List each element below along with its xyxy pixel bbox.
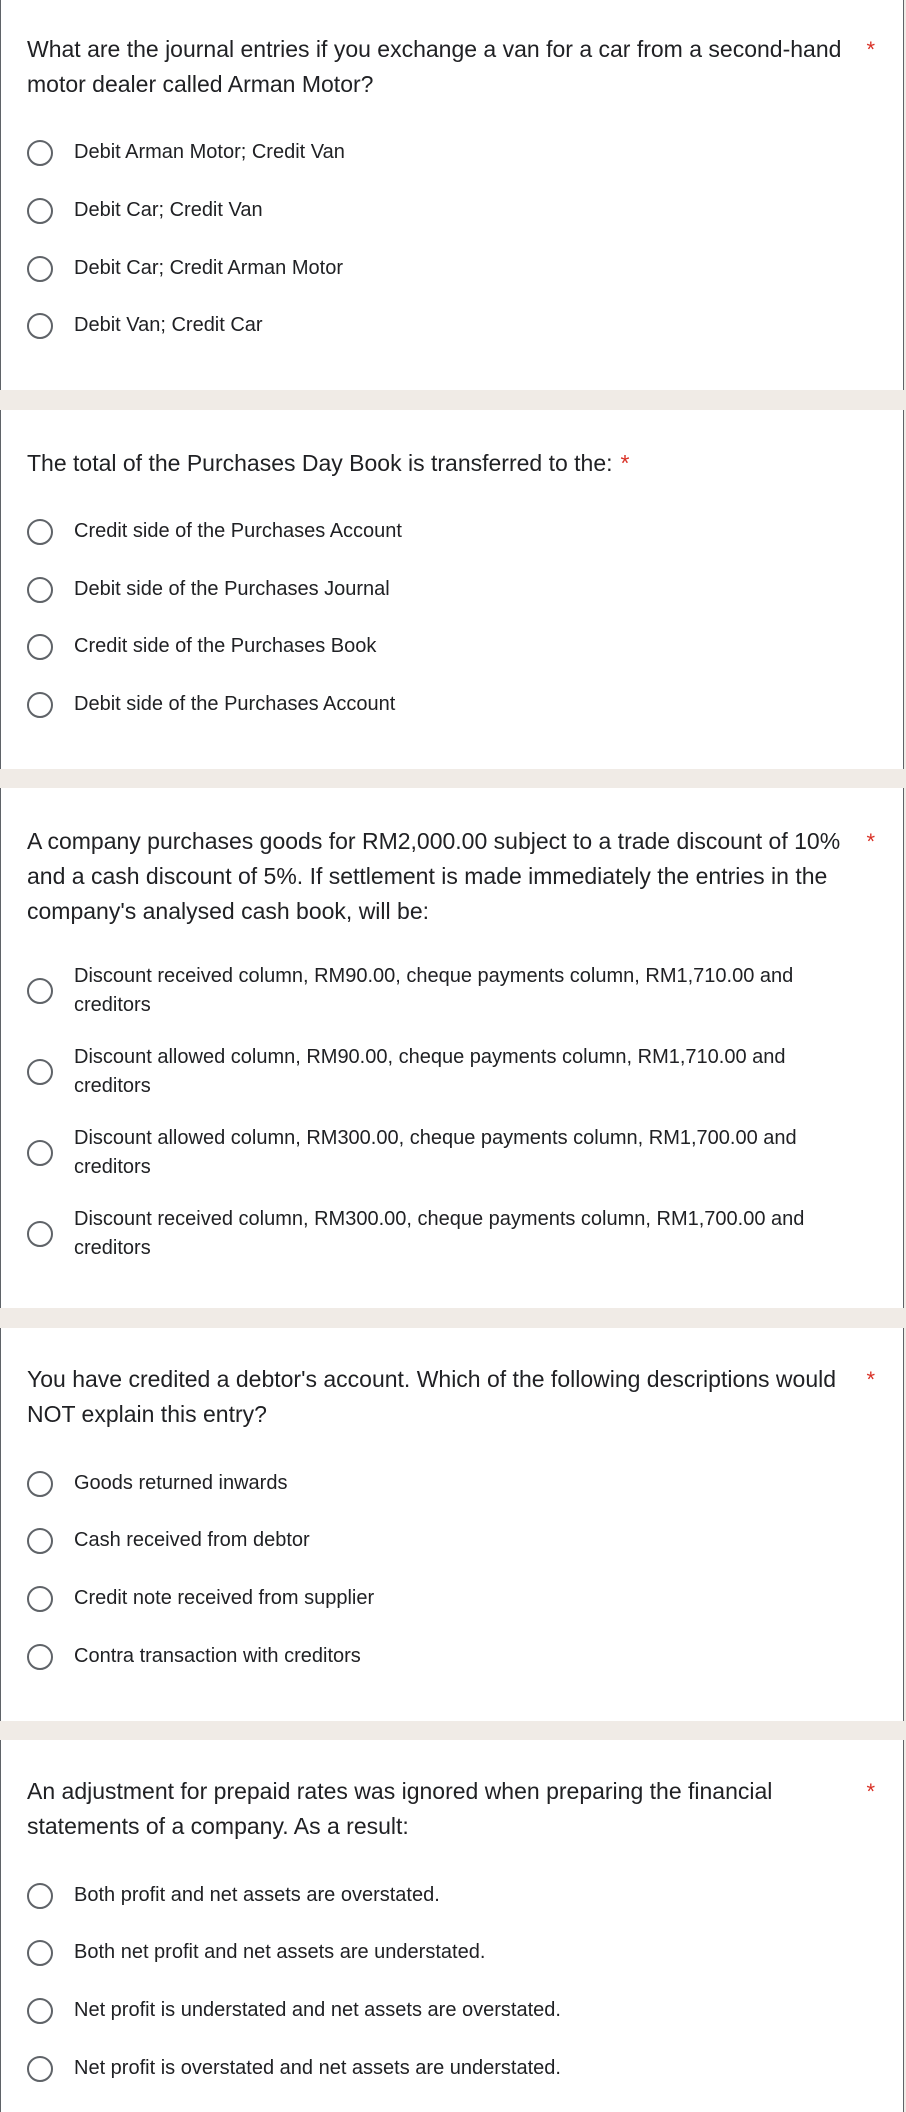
option-label: Debit Car; Credit Van bbox=[74, 199, 263, 221]
option-label: Discount received column, RM300.00, cheque payments column, RM1,700.00 and creditors bbox=[74, 1208, 805, 1259]
radio-option[interactable] bbox=[27, 254, 867, 283]
radio-button[interactable] bbox=[27, 1586, 53, 1612]
option-label: Debit Arman Motor; Credit Van bbox=[74, 141, 345, 163]
question-title: What are the journal entries if you exchange a van for a car from a second-hand motor dealer called Arman Motor? bbox=[27, 36, 842, 97]
radio-option[interactable] bbox=[27, 962, 867, 1020]
option-label: Both profit and net assets are overstated. bbox=[74, 1884, 440, 1906]
radio-option[interactable] bbox=[27, 1996, 867, 2025]
option-label: Cash received from debtor bbox=[74, 1529, 310, 1551]
radio-option[interactable] bbox=[27, 2054, 867, 2083]
radio-button[interactable] bbox=[27, 1998, 53, 2024]
radio-button[interactable] bbox=[27, 1471, 53, 1497]
question-title-text: The total of the Purchases Day Book is transferred to the: bbox=[27, 450, 613, 476]
radio-option[interactable] bbox=[27, 517, 867, 546]
option-label: Credit note received from supplier bbox=[74, 1587, 375, 1609]
option-label: Contra transaction with creditors bbox=[74, 1645, 361, 1667]
radio-option[interactable] bbox=[27, 1205, 867, 1263]
radio-option[interactable] bbox=[27, 1043, 867, 1101]
radio-option[interactable] bbox=[27, 575, 867, 604]
radio-button[interactable] bbox=[27, 577, 53, 603]
radio-option[interactable] bbox=[27, 632, 867, 661]
radio-button[interactable] bbox=[27, 1059, 53, 1085]
required-asterisk: * bbox=[866, 1779, 875, 1804]
radio-button[interactable] bbox=[27, 1940, 53, 1966]
question-card-5 bbox=[0, 1740, 904, 2112]
required-asterisk: * bbox=[866, 1367, 875, 1392]
radio-option[interactable] bbox=[27, 196, 867, 225]
radio-option[interactable] bbox=[27, 311, 867, 340]
option-label: Credit side of the Purchases Book bbox=[74, 635, 377, 657]
option-label: Net profit is understated and net assets are overstated. bbox=[74, 1999, 561, 2021]
question-title bbox=[27, 446, 847, 481]
radio-button[interactable] bbox=[27, 140, 53, 166]
radio-button[interactable] bbox=[27, 1883, 53, 1909]
radio-option[interactable] bbox=[27, 1881, 867, 1910]
option-label: Debit side of the Purchases Account bbox=[74, 693, 396, 715]
radio-button[interactable] bbox=[27, 256, 53, 282]
question-title: You have credited a debtor's account. Which of the following descriptions would NOT explain this entry? bbox=[27, 1366, 837, 1427]
radio-button[interactable] bbox=[27, 1140, 53, 1166]
option-label: Discount allowed column, RM90.00, cheque payments column, RM1,710.00 and creditors bbox=[74, 1046, 786, 1097]
option-label: Both net profit and net assets are understated. bbox=[74, 1941, 486, 1963]
radio-option[interactable] bbox=[27, 1124, 867, 1182]
option-label: Credit side of the Purchases Account bbox=[74, 520, 402, 542]
radio-button[interactable] bbox=[27, 519, 53, 545]
question-card-1 bbox=[0, 0, 904, 390]
radio-option[interactable] bbox=[27, 138, 867, 167]
radio-option[interactable] bbox=[27, 1938, 867, 1967]
option-label: Net profit is overstated and net assets are understated. bbox=[74, 2057, 561, 2079]
option-label: Debit Car; Credit Arman Motor bbox=[74, 257, 343, 279]
radio-button[interactable] bbox=[27, 1221, 53, 1247]
required-asterisk: * bbox=[866, 37, 875, 62]
radio-option[interactable] bbox=[27, 1526, 867, 1555]
radio-button[interactable] bbox=[27, 978, 53, 1004]
option-label: Discount allowed column, RM300.00, cheque payments column, RM1,700.00 and creditors bbox=[74, 1127, 797, 1178]
required-asterisk: * bbox=[620, 450, 630, 476]
question-card-3 bbox=[0, 788, 904, 1308]
radio-option[interactable] bbox=[27, 690, 867, 719]
question-title: A company purchases goods for RM2,000.00 subject to a trade discount of 10% and a cash discount of 5%. If settlement is made immediately the entries in the company's analysed cash book, will be: bbox=[27, 828, 841, 924]
option-label: Debit side of the Purchases Journal bbox=[74, 578, 390, 600]
radio-option[interactable] bbox=[27, 1469, 867, 1498]
radio-button[interactable] bbox=[27, 2056, 53, 2082]
option-label: Discount received column, RM90.00, cheque payments column, RM1,710.00 and creditors bbox=[74, 965, 794, 1016]
option-label: Goods returned inwards bbox=[74, 1472, 288, 1494]
required-asterisk: * bbox=[866, 829, 875, 854]
radio-button[interactable] bbox=[27, 1644, 53, 1670]
radio-button[interactable] bbox=[27, 1528, 53, 1554]
radio-button[interactable] bbox=[27, 634, 53, 660]
radio-button[interactable] bbox=[27, 692, 53, 718]
radio-option[interactable] bbox=[27, 1584, 867, 1613]
option-label: Debit Van; Credit Car bbox=[74, 314, 263, 336]
question-card-2 bbox=[0, 410, 904, 769]
radio-button[interactable] bbox=[27, 313, 53, 339]
radio-button[interactable] bbox=[27, 198, 53, 224]
question-card-4 bbox=[0, 1328, 904, 1721]
radio-option[interactable] bbox=[27, 1642, 867, 1671]
question-title: An adjustment for prepaid rates was ignored when preparing the financial statements of a company. As a result: bbox=[27, 1778, 773, 1839]
